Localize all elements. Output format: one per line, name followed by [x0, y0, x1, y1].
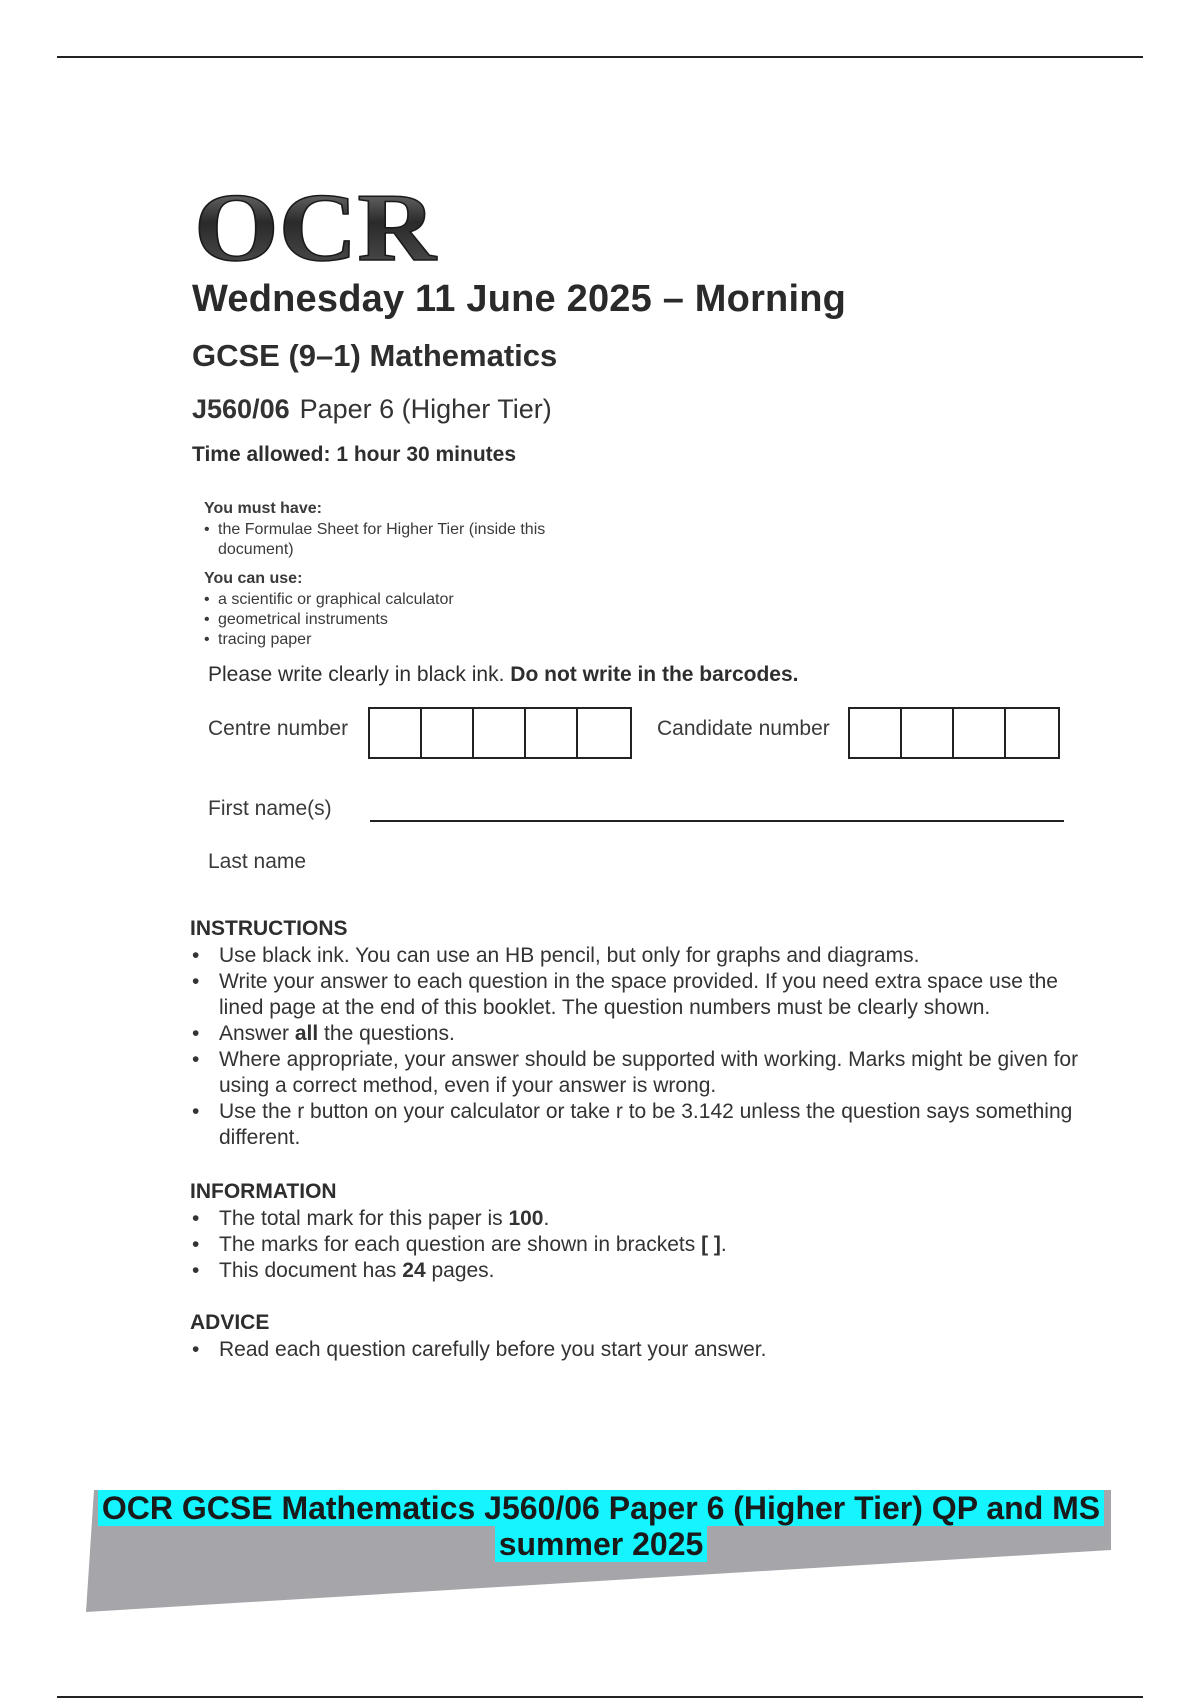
- list-item: • Answer all the questions.: [190, 1021, 1090, 1047]
- digit-box[interactable]: [850, 709, 902, 757]
- exam-subject: GCSE (9–1) Mathematics: [192, 338, 558, 373]
- centre-number-boxes[interactable]: [368, 707, 632, 759]
- digit-box[interactable]: [526, 709, 578, 757]
- candidate-number-label: Candidate number: [657, 717, 830, 740]
- banner-line-2: summer 2025: [86, 1526, 1116, 1562]
- exam-date: Wednesday 11 June 2025 – Morning: [192, 278, 847, 320]
- must-have-heading: You must have:: [204, 500, 322, 517]
- digit-box[interactable]: [422, 709, 474, 757]
- list-item: • tracing paper: [204, 630, 624, 650]
- information-section: [190, 1180, 1090, 1284]
- digit-box[interactable]: [1006, 709, 1058, 757]
- advice-section: [190, 1311, 1090, 1363]
- bottom-rule: [57, 1696, 1143, 1698]
- list-item: • Use black ink. You can use an HB pencil, but only for graphs and diagrams.: [190, 943, 1090, 969]
- instructions-section: [190, 917, 1090, 1151]
- banner-line-1: OCR GCSE Mathematics J560/06 Paper 6 (Higher Tier) QP and MS: [86, 1490, 1116, 1526]
- first-name-line[interactable]: [370, 820, 1064, 822]
- paper-code: J560/06: [192, 394, 290, 424]
- ocr-logo-text: OCR: [194, 180, 438, 272]
- candidate-number-boxes[interactable]: [848, 707, 1060, 759]
- instructions-list: [190, 943, 1090, 1151]
- list-item: • geometrical instruments: [204, 610, 624, 630]
- information-list: [190, 1206, 1090, 1284]
- list-item: • The total mark for this paper is 100.: [190, 1206, 1090, 1232]
- centre-number-label: Centre number: [208, 717, 349, 740]
- top-rule: [57, 56, 1143, 58]
- digit-box[interactable]: [370, 709, 422, 757]
- document-title-banner: [86, 1488, 1116, 1613]
- list-item: • Where appropriate, your answer should be supported with working. Marks might be given for using a correct method, even if your answer is wrong.: [190, 1047, 1090, 1099]
- first-name-label: First name(s): [208, 797, 332, 820]
- list-item: • Read each question carefully before you start your answer.: [190, 1337, 1090, 1363]
- advice-list: [190, 1337, 1090, 1363]
- list-item: • Write your answer to each question in the space provided. If you need extra space use the lined page at the end of this booklet. The question numbers must be clearly shown.: [190, 969, 1090, 1021]
- ink-note: [208, 663, 799, 687]
- time-allowed: Time allowed: 1 hour 30 minutes: [192, 443, 517, 466]
- digit-box[interactable]: [954, 709, 1006, 757]
- list-item: • Use the r button on your calculator or take r to be 3.142 unless the question says something different.: [190, 1099, 1090, 1151]
- list-item: • The marks for each question are shown in brackets [ ].: [190, 1232, 1090, 1258]
- digit-box[interactable]: [578, 709, 630, 757]
- can-use-heading: You can use:: [204, 570, 303, 587]
- last-name-label: Last name: [208, 850, 307, 873]
- ocr-logo: [192, 180, 442, 272]
- advice-heading: ADVICE: [190, 1311, 270, 1334]
- ink-note-text: Please write clearly in black ink.: [208, 663, 511, 686]
- requirements-block: [204, 500, 624, 660]
- can-use-list: [204, 590, 624, 650]
- digit-box[interactable]: [474, 709, 526, 757]
- list-item: • This document has 24 pages.: [190, 1258, 1090, 1284]
- information-heading: INFORMATION: [190, 1180, 337, 1203]
- instructions-heading: INSTRUCTIONS: [190, 917, 348, 940]
- must-have-list: [204, 520, 624, 560]
- barcode-warning: Do not write in the barcodes.: [510, 663, 799, 686]
- list-item: • a scientific or graphical calculator: [204, 590, 624, 610]
- paper-title: [192, 394, 552, 425]
- digit-box[interactable]: [902, 709, 954, 757]
- paper-name: Paper 6 (Higher Tier): [299, 394, 552, 424]
- list-item: • the Formulae Sheet for Higher Tier (inside this document): [204, 520, 598, 560]
